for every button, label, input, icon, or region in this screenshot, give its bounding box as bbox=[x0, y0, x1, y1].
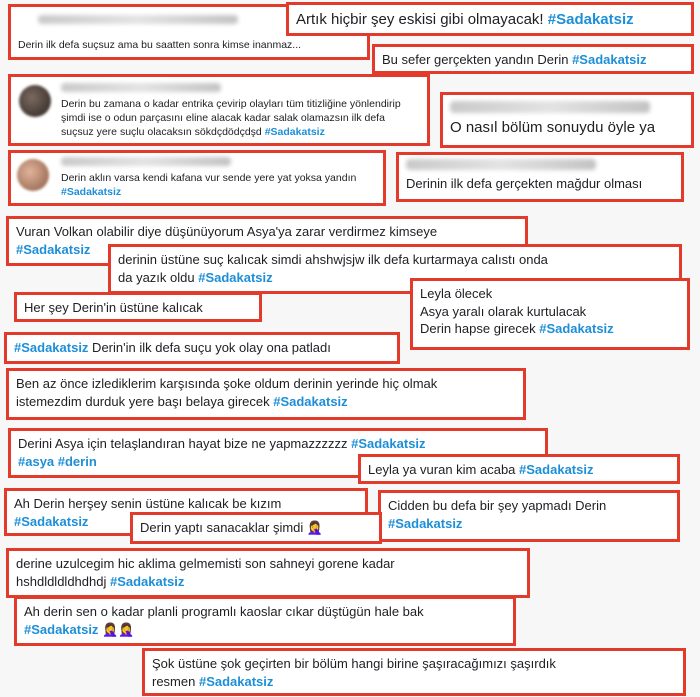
tweet-text-line2: Asya yaralı olarak kurtulacak bbox=[420, 303, 587, 319]
hashtag-link[interactable]: #Sadakatsiz bbox=[61, 186, 122, 199]
tweet-card-eskisi-gibi bbox=[286, 2, 694, 36]
tweet-card-planli-programli bbox=[14, 596, 516, 646]
tweet-text: O nasıl bölüm sonuydu öyle ya bbox=[450, 119, 656, 136]
blurred-username bbox=[450, 101, 650, 113]
tweet-text: Derin aklın varsa kendi kafana vur sende yere yat yoksa yandın bbox=[61, 172, 357, 184]
hashtag-link[interactable]: #Sadakatsiz bbox=[14, 513, 89, 529]
hashtag-link[interactable]: #Sadakatsiz bbox=[14, 340, 89, 355]
tweet-card-leyla-ya-vuran bbox=[358, 454, 680, 484]
hashtag-link[interactable]: #Sadakatsiz bbox=[519, 462, 594, 477]
tweet-text-line1: Derin bu zamana o kadar entrika çevirip olayları tüm titizliğine yönlendirip bbox=[61, 98, 401, 110]
blurred-username bbox=[38, 15, 238, 24]
tweet-text-line2: istemezdim durduk yere başı belaya girecek bbox=[16, 393, 274, 409]
tweet-text-line2: şimdi ise o odun parçasını eline alacak kadar salak olamazsın ilk defa bbox=[61, 112, 385, 125]
tweet-text: Ah Derin herşey senin üstüne kalıcak be kızım bbox=[14, 496, 282, 511]
tweet-text: Derin ilk defa suçsuz ama bu saatten sonra kimse inanmaz... bbox=[18, 39, 302, 51]
tweet-card-her-sey bbox=[14, 292, 262, 322]
hashtag-link[interactable]: #Sadakatsiz bbox=[351, 436, 426, 451]
hashtag-link[interactable]: #Sadakatsiz bbox=[198, 673, 274, 689]
hashtag-link[interactable]: #Sadakatsiz bbox=[24, 621, 99, 637]
tweet-text: Her şey Derin'in üstüne kalıcak bbox=[24, 300, 203, 315]
hashtag-link[interactable]: #Sadakatsiz bbox=[273, 393, 348, 409]
hashtag-link[interactable]: #Sadakatsiz bbox=[572, 52, 647, 67]
tweet-card-sok-ustune-sok bbox=[142, 648, 686, 696]
tweet-card-gercekten-yandin bbox=[372, 44, 694, 74]
tweet-text: Bu sefer gerçekten yandın Derin bbox=[382, 52, 573, 67]
tweet-text: Ah derin sen o kadar planli programlı kaoslar cıkar düştügün hale bak bbox=[24, 604, 424, 619]
hashtag-link[interactable]: #Sadakatsiz bbox=[539, 321, 614, 337]
hashtag-links-secondary[interactable]: #asya #derin bbox=[18, 453, 97, 469]
tweet-text-line3: suçsuz yere suçlu olacaksın sökdçdödçdşd bbox=[61, 126, 265, 139]
tweet-text-line1: derinin üstüne suç kalıcak simdi ahshwjsjw ilk defa kurtarmaya calıstı onda bbox=[118, 252, 548, 267]
facepalm-emoji-icon: 🤦‍♀️🤦‍♀️ bbox=[102, 621, 135, 637]
hashtag-link[interactable]: #Sadakatsiz bbox=[16, 241, 91, 257]
tweet-text-line1: Ben az önce izlediklerim karşısında şoke oldum derinin yerinde hiç olmak bbox=[16, 376, 438, 391]
tweet-card-soke-oldum bbox=[6, 368, 526, 420]
avatar bbox=[19, 85, 51, 117]
tweet-card-uzulcegim bbox=[6, 548, 530, 598]
tweet-text-line1: Leyla ölecek bbox=[420, 286, 493, 301]
tweet-card-cidden bbox=[378, 490, 680, 542]
tweet-text-line2: hshdldldldhdhdj bbox=[16, 573, 110, 589]
tweet-text: Leyla ya vuran kim acaba bbox=[368, 462, 520, 477]
tweet-text-line3: Derin hapse girecek bbox=[420, 321, 540, 337]
tweet-text: Derin'in ilk defa suçu yok olay ona patladı bbox=[88, 340, 331, 355]
tweet-card-yapti-sanacaklar bbox=[130, 512, 382, 544]
tweet-text: Derini Asya için telaşlandıran hayat bize ne yapmazzzzzz bbox=[18, 436, 352, 451]
tweet-text: Vuran Volkan olabilir diye düşünüyorum Asya'ya zarar verdirmez kimseye bbox=[16, 224, 438, 239]
hashtag-link[interactable]: #Sadakatsiz bbox=[547, 11, 634, 28]
tweet-text-line2: da yazık oldu bbox=[118, 269, 199, 285]
hashtag-link[interactable]: #Sadakatsiz bbox=[198, 269, 273, 285]
hashtag-link[interactable]: #Sadakatsiz bbox=[109, 573, 185, 589]
hashtag-link[interactable]: #Sadakatsiz bbox=[264, 126, 325, 139]
facepalm-emoji-icon: 🤦‍♀️ bbox=[306, 520, 324, 535]
tweet-text-line1: derine uzulcegim hic aklima gelmemisti son sahneyi gorene kadar bbox=[16, 556, 395, 571]
tweet-text: Cidden bu defa bir şey yapmadı Derin bbox=[388, 498, 607, 513]
tweet-card-leyla-olecek bbox=[410, 278, 690, 350]
tweet-card-entrika bbox=[8, 74, 430, 146]
tweet-card-aklin-varsa bbox=[8, 150, 386, 206]
tweet-text: Derin yaptı sanacaklar şimdi bbox=[140, 520, 307, 535]
blurred-username bbox=[406, 159, 596, 170]
tweet-text-line2: resmen bbox=[152, 673, 199, 689]
blurred-username bbox=[61, 157, 231, 166]
tweet-card-magdur bbox=[396, 152, 684, 202]
blurred-username bbox=[61, 83, 221, 92]
hashtag-link[interactable]: #Sadakatsiz bbox=[388, 515, 463, 531]
avatar bbox=[17, 159, 49, 191]
tweet-text: Derinin ilk defa gerçekten mağdur olması bbox=[406, 176, 643, 191]
tweet-text: Artık hiçbir şey eskisi gibi olmayacak! bbox=[296, 11, 548, 28]
tweet-text-line1: Şok üstüne şok geçirten bir bölüm hangi birine şaşıracağımızı şaşırdık bbox=[152, 656, 556, 671]
tweet-card-bolum-sonu bbox=[440, 92, 694, 148]
tweet-card-olay-patladi bbox=[4, 332, 400, 364]
